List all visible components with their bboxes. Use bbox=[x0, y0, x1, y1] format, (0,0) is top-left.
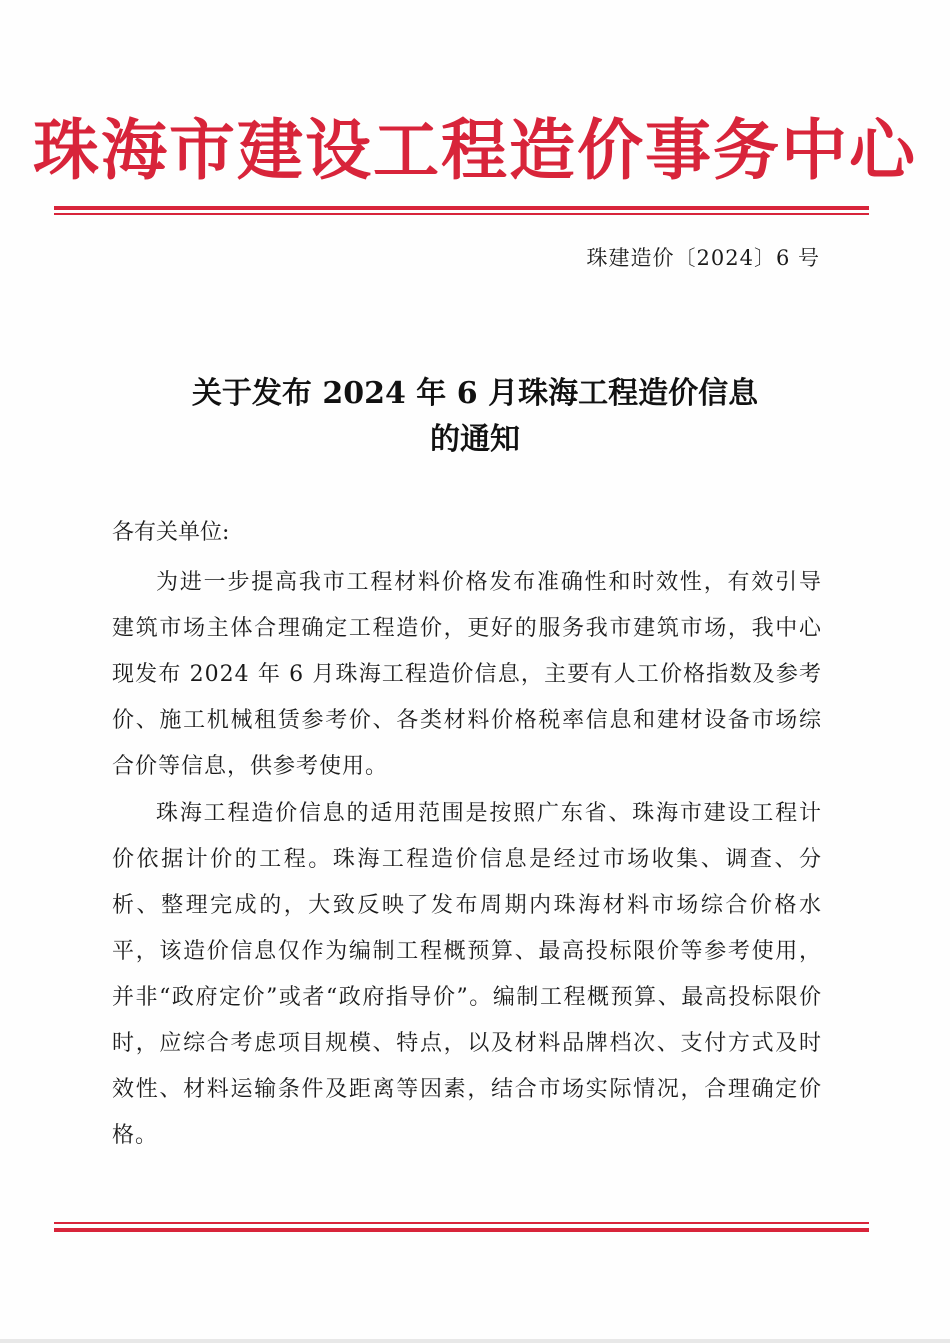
footer-red-rule-bottom bbox=[54, 1228, 869, 1232]
salutation: 各有关单位: bbox=[112, 520, 230, 545]
document-number: 珠建造价〔2024〕6 号 bbox=[586, 246, 820, 270]
letterhead-red-rule-top bbox=[54, 206, 869, 210]
letterhead-red-rule-top-thin bbox=[54, 213, 869, 215]
footer-red-rule-thin bbox=[54, 1222, 869, 1224]
notice-title-line2: 的通知 bbox=[430, 422, 520, 457]
body-paragraph-2: 珠海工程造价信息的适用范围是按照广东省、珠海市建设工程计价依据计价的工程。珠海工程造价信息是经过市场收集、调查、分析、整理完成的，大致反映了发布周期内珠海材料市场综合价格水平，该造价信息仅作为编制工程概预算、最高投标限价等参考使用，并非“政府定价”或者“政府指导价”。编制工程概预算、最高投标限价时，应综合考虑项目规模、特点，以及材料品牌档次、支付方式及时效性、材料运输条件及距离等因素，结合市场实际情况，合理确定价格。 bbox=[112, 801, 822, 1148]
org-letterhead-title: 珠海市建设工程造价事务中心 bbox=[33, 111, 917, 189]
page-bottom-edge bbox=[0, 1339, 950, 1343]
notice-title-line1: 关于发布 2024 年 6 月珠海工程造价信息 bbox=[191, 376, 759, 411]
body-paragraph-1: 为进一步提高我市工程材料价格发布准确性和时效性，有效引导建筑市场主体合理确定工程造价，更好的服务我市建筑市场，我中心现发布 2024 年 6 月珠海工程造价信息，主要有人工价格指数及参考价、施工机械租赁参考价、各类材料价格税率信息和建材设备市场综合价等信息，供参考使用。 bbox=[112, 570, 822, 779]
